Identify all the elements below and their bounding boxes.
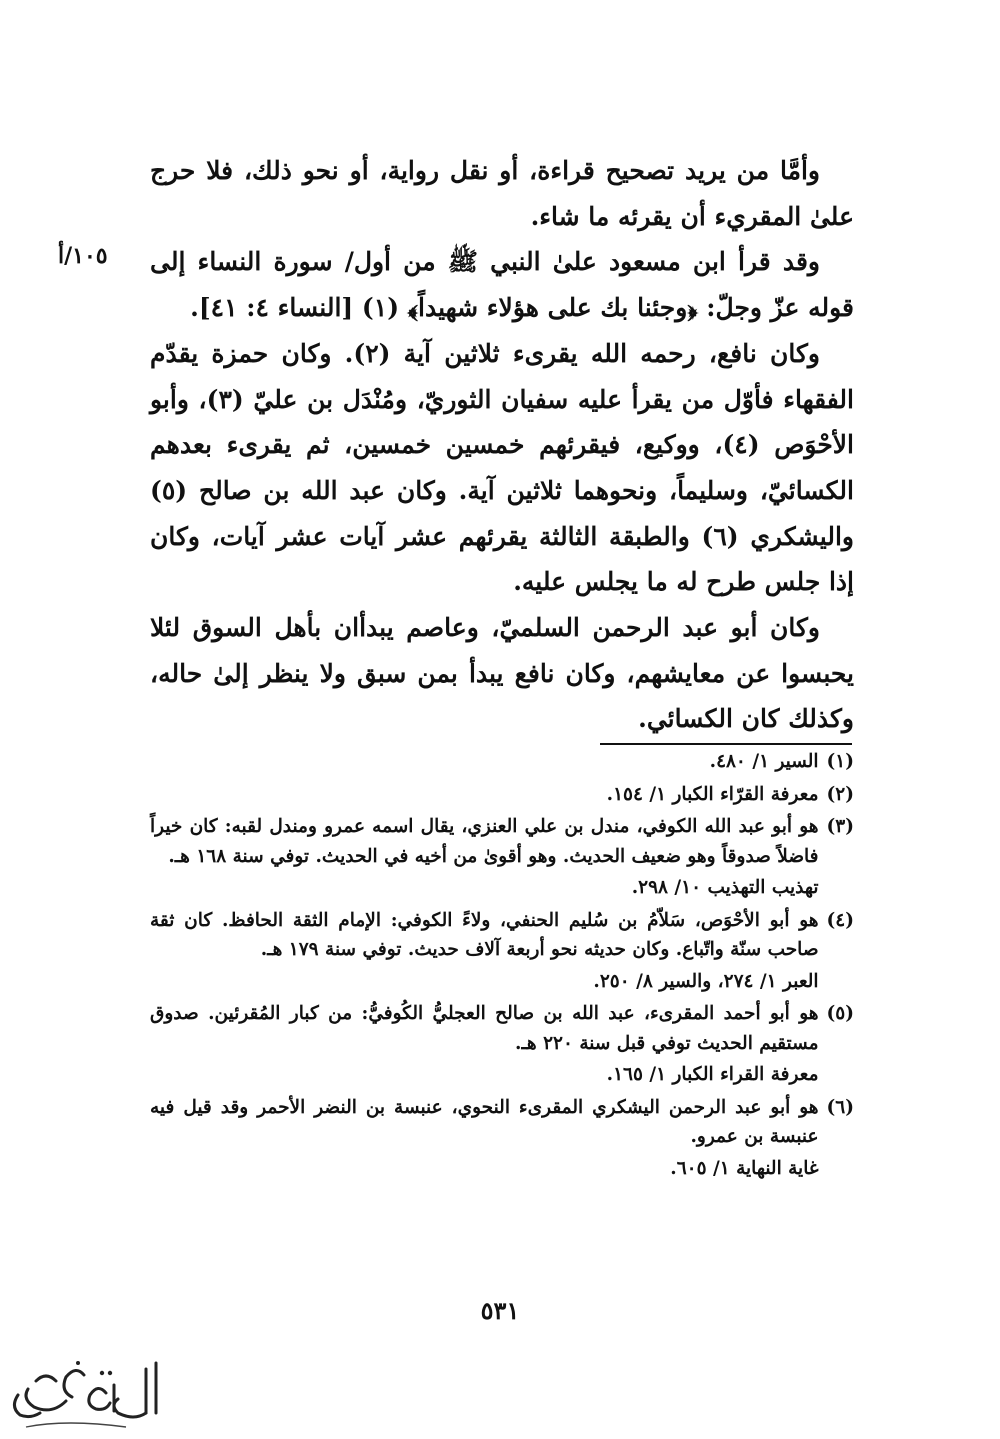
- paragraph: وقد قرأ ابن مسعود علىٰ النبي ﷺ من أول/ سورة النساء إلى قوله عزّ وجلّ: ﴿وجئنا بك على هؤلاء شهيداً﴾ (١) [النساء ٤: ٤١].: [150, 247, 854, 323]
- footnote-1: [150, 747, 854, 777]
- footnote-5: [150, 999, 854, 1090]
- footnote-text: هو أبو أحمد المقرىء، عبد الله بن صالح العجليُّ الكُوفيُّ: من كبار المُقرئين. صدوق مستقيم الحديث توفي قبل سنة ٢٢٠ هـ.: [150, 1003, 819, 1054]
- footnote-text: معرفة القرّاء الكبار ١/ ١٥٤.: [606, 783, 819, 805]
- paragraph: وأمَّا من يريد تصحيح قراءة، أو نقل رواية، أو نحو ذلك، فلا حرج علىٰ المقريء أن يقرئه ما شاء.: [150, 156, 854, 231]
- paragraph: وكان أبو عبد الرحمن السلميّ، وعاصم يبدأان بأهل السوق لئلا يحبسوا عن معايشهم، وكان نافع يبدأ بمن سبق ولا ينظر إلىٰ حاله، وكذلك كان الكسائي.: [150, 613, 854, 734]
- footnote-reference: العبر ١/ ٢٧٤، والسير ٨/ ٢٥٠.: [593, 970, 819, 992]
- footnote-2: [150, 780, 854, 810]
- footnote-6: [150, 1093, 854, 1184]
- footnote-text: السير ١/ ٤٨٠.: [709, 751, 819, 772]
- footnote-separator: [600, 743, 852, 745]
- footnote-number: (٦): [826, 1096, 854, 1118]
- footnote-reference: معرفة القراء الكبار ١/ ١٦٥.: [606, 1064, 819, 1085]
- footnote-3: [150, 812, 854, 903]
- folio-marker: ١٠٥/أ: [58, 243, 108, 269]
- footnote-reference: غاية النهاية ١/ ٦٠٥.: [670, 1157, 819, 1179]
- footnote-text: هو أبو عبد الله الكوفي، مندل بن علي العنزي، يقال اسمه عمرو ومندل لقبه: كان خيراً فاضلاً صدوقاً وهو ضعيف الحديث. وهو أقوىٰ من أخيه في الحديث. توفي سنة ١٦٨ هـ.: [150, 816, 819, 867]
- footnote-number: (١): [826, 751, 854, 772]
- main-text: [150, 148, 854, 742]
- footnote-number: (٣): [826, 816, 854, 837]
- footnote-text: هو أبو عبد الرحمن اليشكري المقرىء النحوي، عنبسة بن النضر الأحمر وقد قيل فيه عنبسة بن عمرو.: [150, 1096, 819, 1147]
- footnote-text: هو أبو الأحْوَص، سَلاّمُ بن سُليم الحنفي، ولاءً الكوفي: الإمام الثقة الحافظ. كان ثقة صاحب سنّة واتّباع. وكان حديثه نحو أربعة آلاف حديث. توفي سنة ١٧٩ هـ.: [150, 909, 819, 960]
- footnote-number: (٤): [826, 909, 854, 931]
- footnote-number: (٥): [826, 1003, 854, 1024]
- footnote-reference: تهذيب التهذيب ١٠/ ٢٩٨.: [631, 877, 819, 898]
- footnote-number: (٢): [826, 783, 854, 805]
- calligraphy-logo-icon: [6, 1355, 161, 1435]
- paragraph: وكان نافع، رحمه الله يقرىء ثلاثين آية (٢). وكان حمزة يقدّم الفقهاء فأوّل من يقرأ عليه سفيان الثوريّ، ومُنْدَل بن عليّ (٣)، وأبو الأحْوَص (٤)، ووكيع، فيقرئهم خمسين خمسين، ثم يقرىء بعدهم الكسائيّ، وسليماً، ونحوهما ثلاثين آية. وكان عبد الله بن صالح (٥) واليشكري (٦) والطبقة الثالثة يقرئهم عشر آيات عشر آيات، وكان إذا جلس طرح له ما يجلس عليه.: [150, 338, 854, 597]
- footnotes: [150, 747, 854, 1186]
- footnote-4: [150, 906, 854, 997]
- page-number: ٥٣١: [480, 1296, 520, 1325]
